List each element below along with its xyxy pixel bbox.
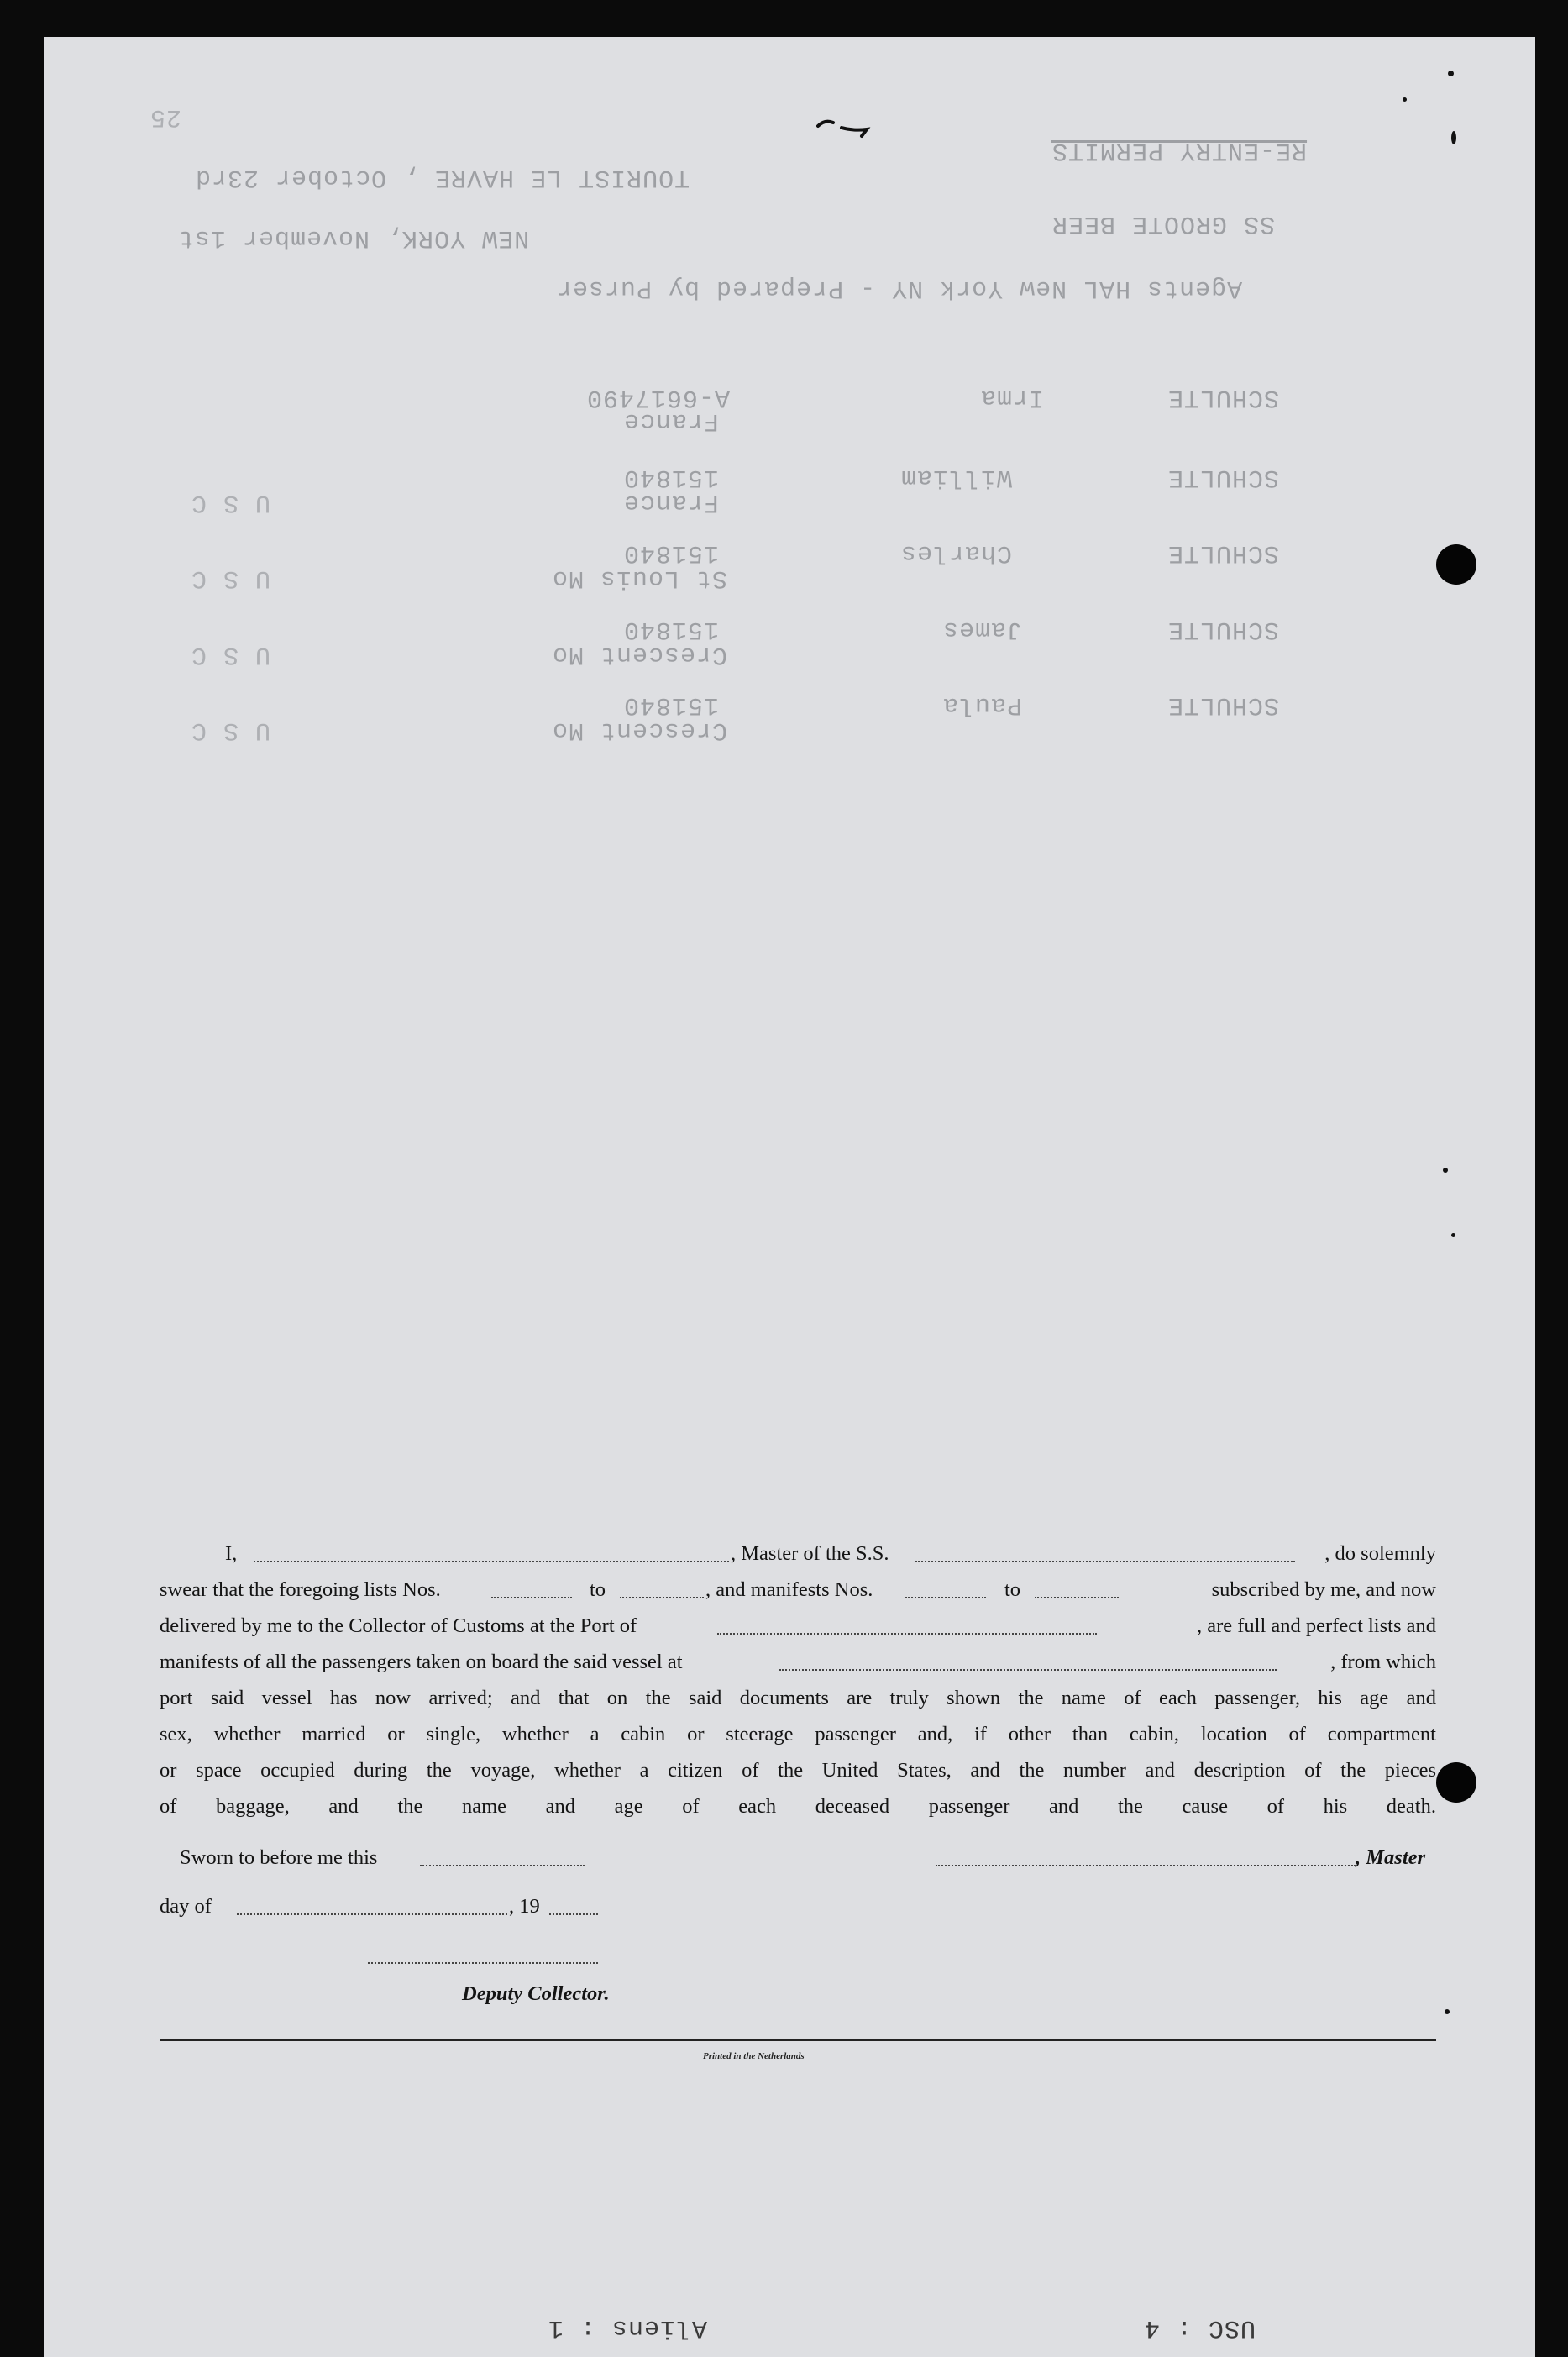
speck-mark (1451, 131, 1456, 144)
deputy-signature-blank (368, 1947, 598, 1964)
bleed-surname: SCHULTE (1167, 383, 1280, 412)
oath-line: of baggage, and the name and age of each deceased passenger and the cause of his death. (160, 1795, 1436, 1818)
manifest-from-blank (905, 1582, 986, 1598)
bleed-permit: 151840 (623, 463, 720, 491)
printed-in-netherlands: Printed in the Netherlands (703, 2051, 805, 2061)
bleed-footer-aliens: Aliens : 1 (548, 2313, 708, 2342)
bleed-place: St Louis Mo (552, 564, 728, 592)
oath-text: , and manifests Nos. (705, 1578, 873, 1601)
oath-text: to (1004, 1578, 1021, 1601)
port-blank (717, 1618, 1097, 1635)
oath-text: swear that the foregoing lists Nos. (160, 1578, 441, 1601)
oath-line: sex, whether married or single, whether a cabin or steerage passenger and, if other than cabin, location of compartment (160, 1723, 1436, 1745)
manifest-to-blank (1035, 1582, 1119, 1598)
manifest-page (44, 37, 1535, 2357)
speck-mark (1448, 71, 1454, 76)
day-of-label: day of (160, 1895, 212, 1918)
oath-text: I, (225, 1542, 238, 1565)
bleed-agents-line: Agents HAL New York NY - Prepared by Purser (556, 274, 1243, 302)
bleed-heading: RE-ENTRY PERMITS (1051, 136, 1308, 165)
bleed-given: Charles (900, 538, 1013, 567)
oath-text: manifests of all the passengers taken on board the said vessel at (160, 1651, 683, 1673)
bleed-permit: A-6617490 (586, 383, 731, 412)
bleed-place: France (623, 488, 720, 517)
punch-hole (1436, 1762, 1476, 1803)
bleed-surname: SCHULTE (1167, 690, 1280, 719)
bleed-place: France (623, 407, 720, 435)
bleed-citizen: U S C (191, 564, 271, 592)
bleed-permit: 151840 (623, 690, 720, 719)
oath-text: , Master of the S.S. (731, 1542, 889, 1565)
oath-line: port said vessel has now arrived; and that on the said documents are truly shown the name of each passenger, his age and (160, 1687, 1436, 1709)
bleed-place: Crescent Mo (552, 640, 728, 669)
list-to-blank (620, 1582, 704, 1598)
pen-mark (816, 114, 875, 148)
list-from-blank (491, 1582, 572, 1598)
bleed-surname: SCHULTE (1167, 615, 1280, 643)
oath-text: subscribed by me, and now (1211, 1578, 1436, 1601)
oath-text: to (590, 1578, 606, 1601)
bleed-permit: 151840 (623, 538, 720, 567)
master-label: , Master (1356, 1846, 1426, 1869)
bleed-citizen: U S C (191, 716, 271, 744)
bleed-permit: 151840 (623, 615, 720, 643)
bleed-given: William (900, 463, 1013, 491)
bleed-ship-line: SS GROOTE BEER (1051, 209, 1276, 238)
oath-text: , from which (1330, 1651, 1436, 1673)
oath-line: or space occupied during the voyage, whether a citizen of the United States, and the number and description of the pieces (160, 1759, 1436, 1782)
bleed-given: Irma (980, 383, 1045, 412)
bleed-given: Paula (942, 690, 1023, 719)
speck-mark (1443, 1168, 1448, 1173)
year-blank (549, 1898, 598, 1915)
bleed-page-number: 25 (149, 102, 182, 131)
deputy-collector-label: Deputy Collector. (462, 1982, 610, 2005)
footer-rule (160, 2039, 1436, 2041)
master-signature-blank (936, 1850, 1356, 1866)
speck-mark (1445, 2009, 1450, 2014)
sworn-date-blank (420, 1850, 585, 1866)
punch-hole (1436, 544, 1476, 585)
oath-text: , do solemnly (1324, 1542, 1436, 1565)
bleed-class-line: TOURIST LE HAVRE , October 23rd (195, 163, 690, 192)
year-label: , 19 (509, 1895, 540, 1918)
departure-port-blank (779, 1654, 1277, 1671)
bleed-surname: SCHULTE (1167, 463, 1280, 491)
sworn-label: Sworn to before me this (180, 1846, 378, 1869)
speck-mark (1451, 1233, 1455, 1237)
bleed-given: James (942, 615, 1023, 643)
bleed-place: Crescent Mo (552, 716, 728, 744)
bleed-citizen: U S C (191, 488, 271, 517)
day-blank (237, 1898, 507, 1915)
oath-text: delivered by me to the Collector of Customs at the Port of (160, 1614, 637, 1637)
ship-name-blank (915, 1546, 1295, 1562)
master-name-blank (254, 1546, 729, 1562)
bleed-footer-usc: USC : 4 (1144, 2313, 1256, 2342)
bleed-citizen: U S C (191, 640, 271, 669)
bleed-arrival-line: NEW YORK, November 1st (178, 223, 530, 252)
speck-mark (1403, 97, 1407, 102)
oath-text: , are full and perfect lists and (1196, 1614, 1436, 1637)
bleed-surname: SCHULTE (1167, 538, 1280, 567)
